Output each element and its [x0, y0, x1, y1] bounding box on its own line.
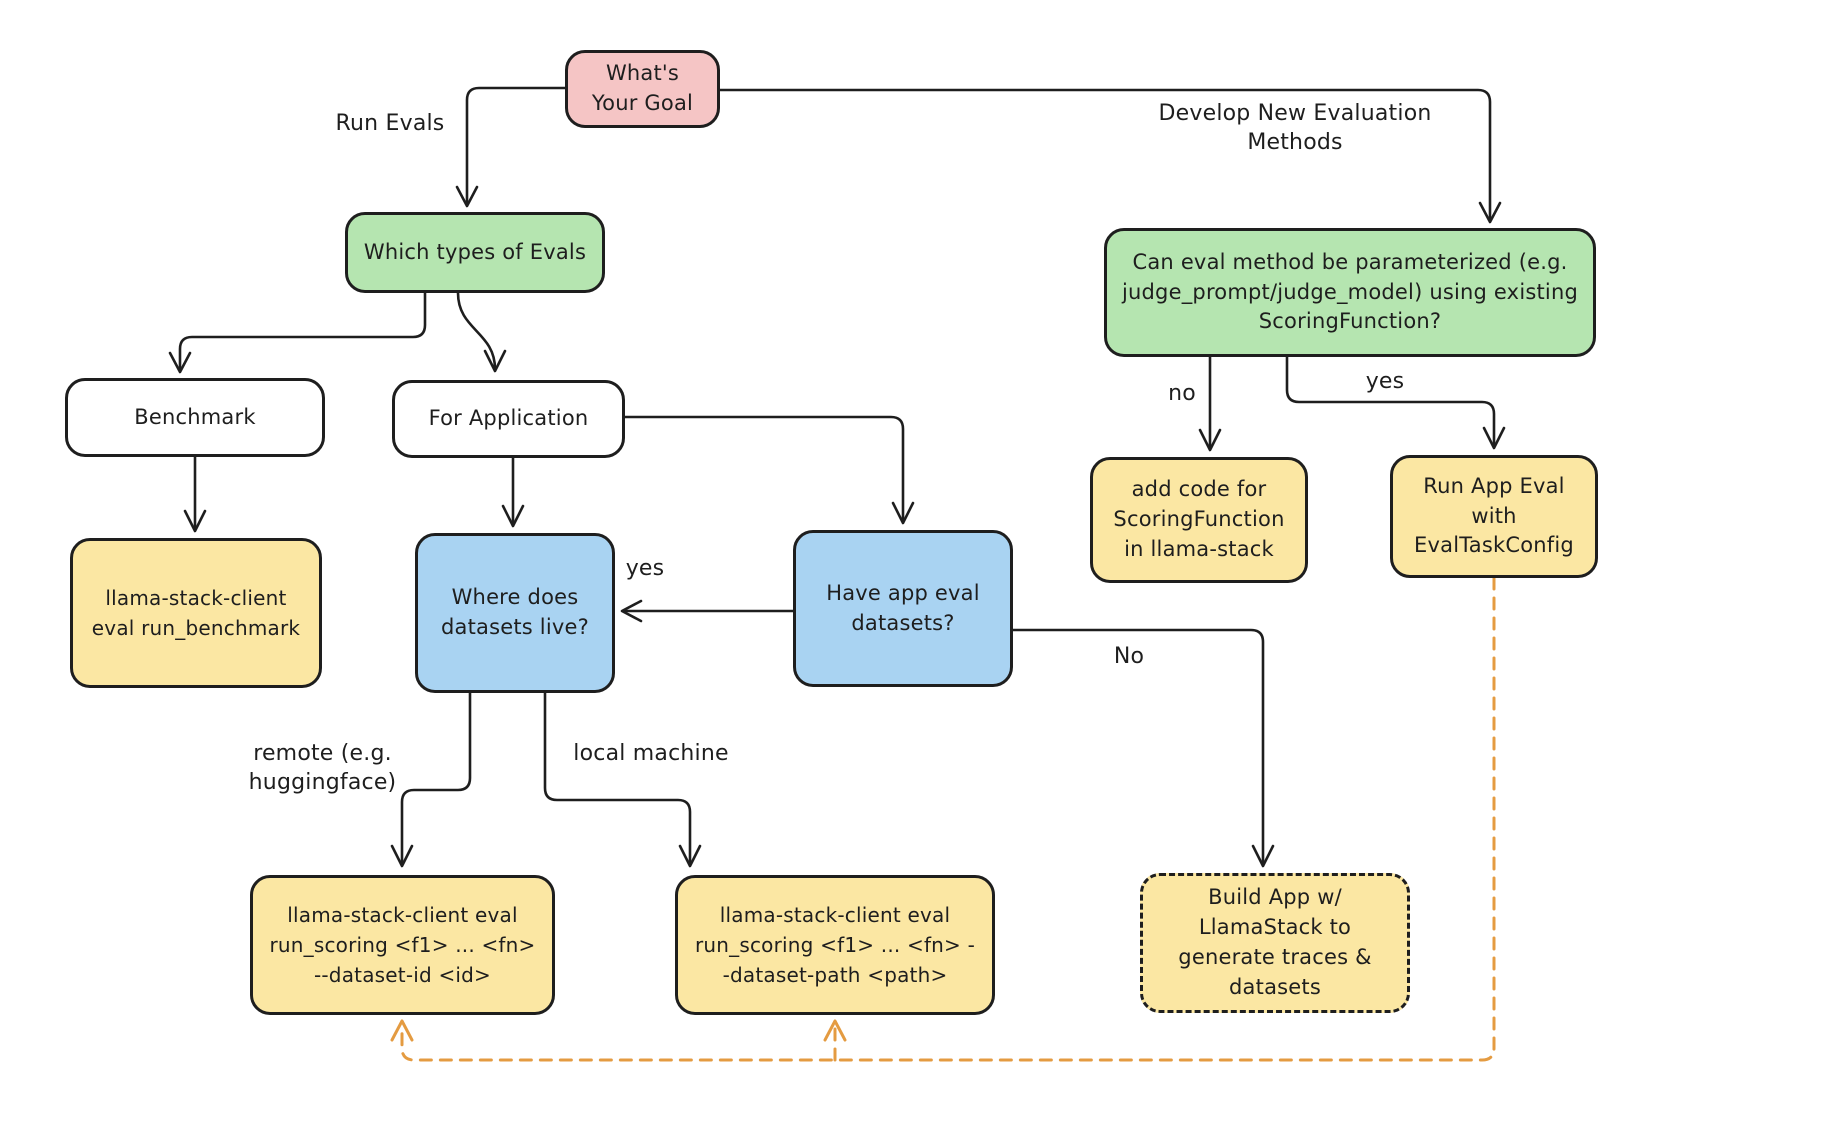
edge-which-types-to-benchmark [170, 293, 425, 372]
edge-for-application-to-have-datasets [625, 417, 913, 523]
node-build-app-llamastack: Build App w/ LlamaStack to generate traces & datasets [1140, 873, 1410, 1013]
edge-have-datasets-to-where-datasets [622, 601, 793, 621]
edge-label-yes-parameterized: yes [1365, 369, 1405, 394]
node-run-app-eval-evaltaskconfig: Run App Eval with EvalTaskConfig [1390, 455, 1598, 578]
node-run-scoring-dataset-path: llama-stack-client eval run_scoring <f1> ... <fn> --dataset-path <path> [675, 875, 995, 1015]
node-which-types-of-evals: Which types of Evals [345, 212, 605, 293]
edge-label-no-have-datasets: No [1113, 644, 1145, 669]
node-have-app-eval-datasets: Have app eval datasets? [793, 530, 1013, 687]
edge-benchmark-to-run-benchmark [185, 457, 205, 531]
node-can-eval-method-be-parameterized: Can eval method be parameterized (e.g. judge_prompt/judge_model) using existing ScoringFunction? [1104, 228, 1596, 357]
edge-label-remote-huggingface: remote (e.g. huggingface) [248, 741, 397, 795]
edge-label-run-evals: Run Evals [335, 111, 445, 136]
node-benchmark: Benchmark [65, 378, 325, 457]
node-for-application: For Application [392, 380, 625, 458]
edge-for-application-to-where-datasets [503, 458, 523, 526]
edge-label-develop-new-evaluation-methods: Develop New Evaluation Methods [1158, 101, 1432, 155]
edge-label-local-machine: local machine [573, 741, 729, 766]
edge-goal-to-which-types [457, 88, 565, 206]
node-run-benchmark-command: llama-stack-client eval run_benchmark [70, 538, 322, 688]
node-where-does-datasets-live: Where does datasets live? [415, 533, 615, 693]
edge-label-no-parameterized: no [1168, 381, 1196, 406]
edge-which-types-to-for-application [458, 293, 505, 371]
edge-label-yes-have-datasets: yes [625, 556, 665, 581]
edge-where-datasets-to-run-scoring-path [545, 693, 700, 866]
node-run-scoring-dataset-id: llama-stack-client eval run_scoring <f1> ... <fn> --dataset-id <id> [250, 875, 555, 1015]
node-add-code-scoringfunction: add code for ScoringFunction in llama-stack [1090, 457, 1308, 583]
node-whats-your-goal: What's Your Goal [565, 50, 720, 128]
